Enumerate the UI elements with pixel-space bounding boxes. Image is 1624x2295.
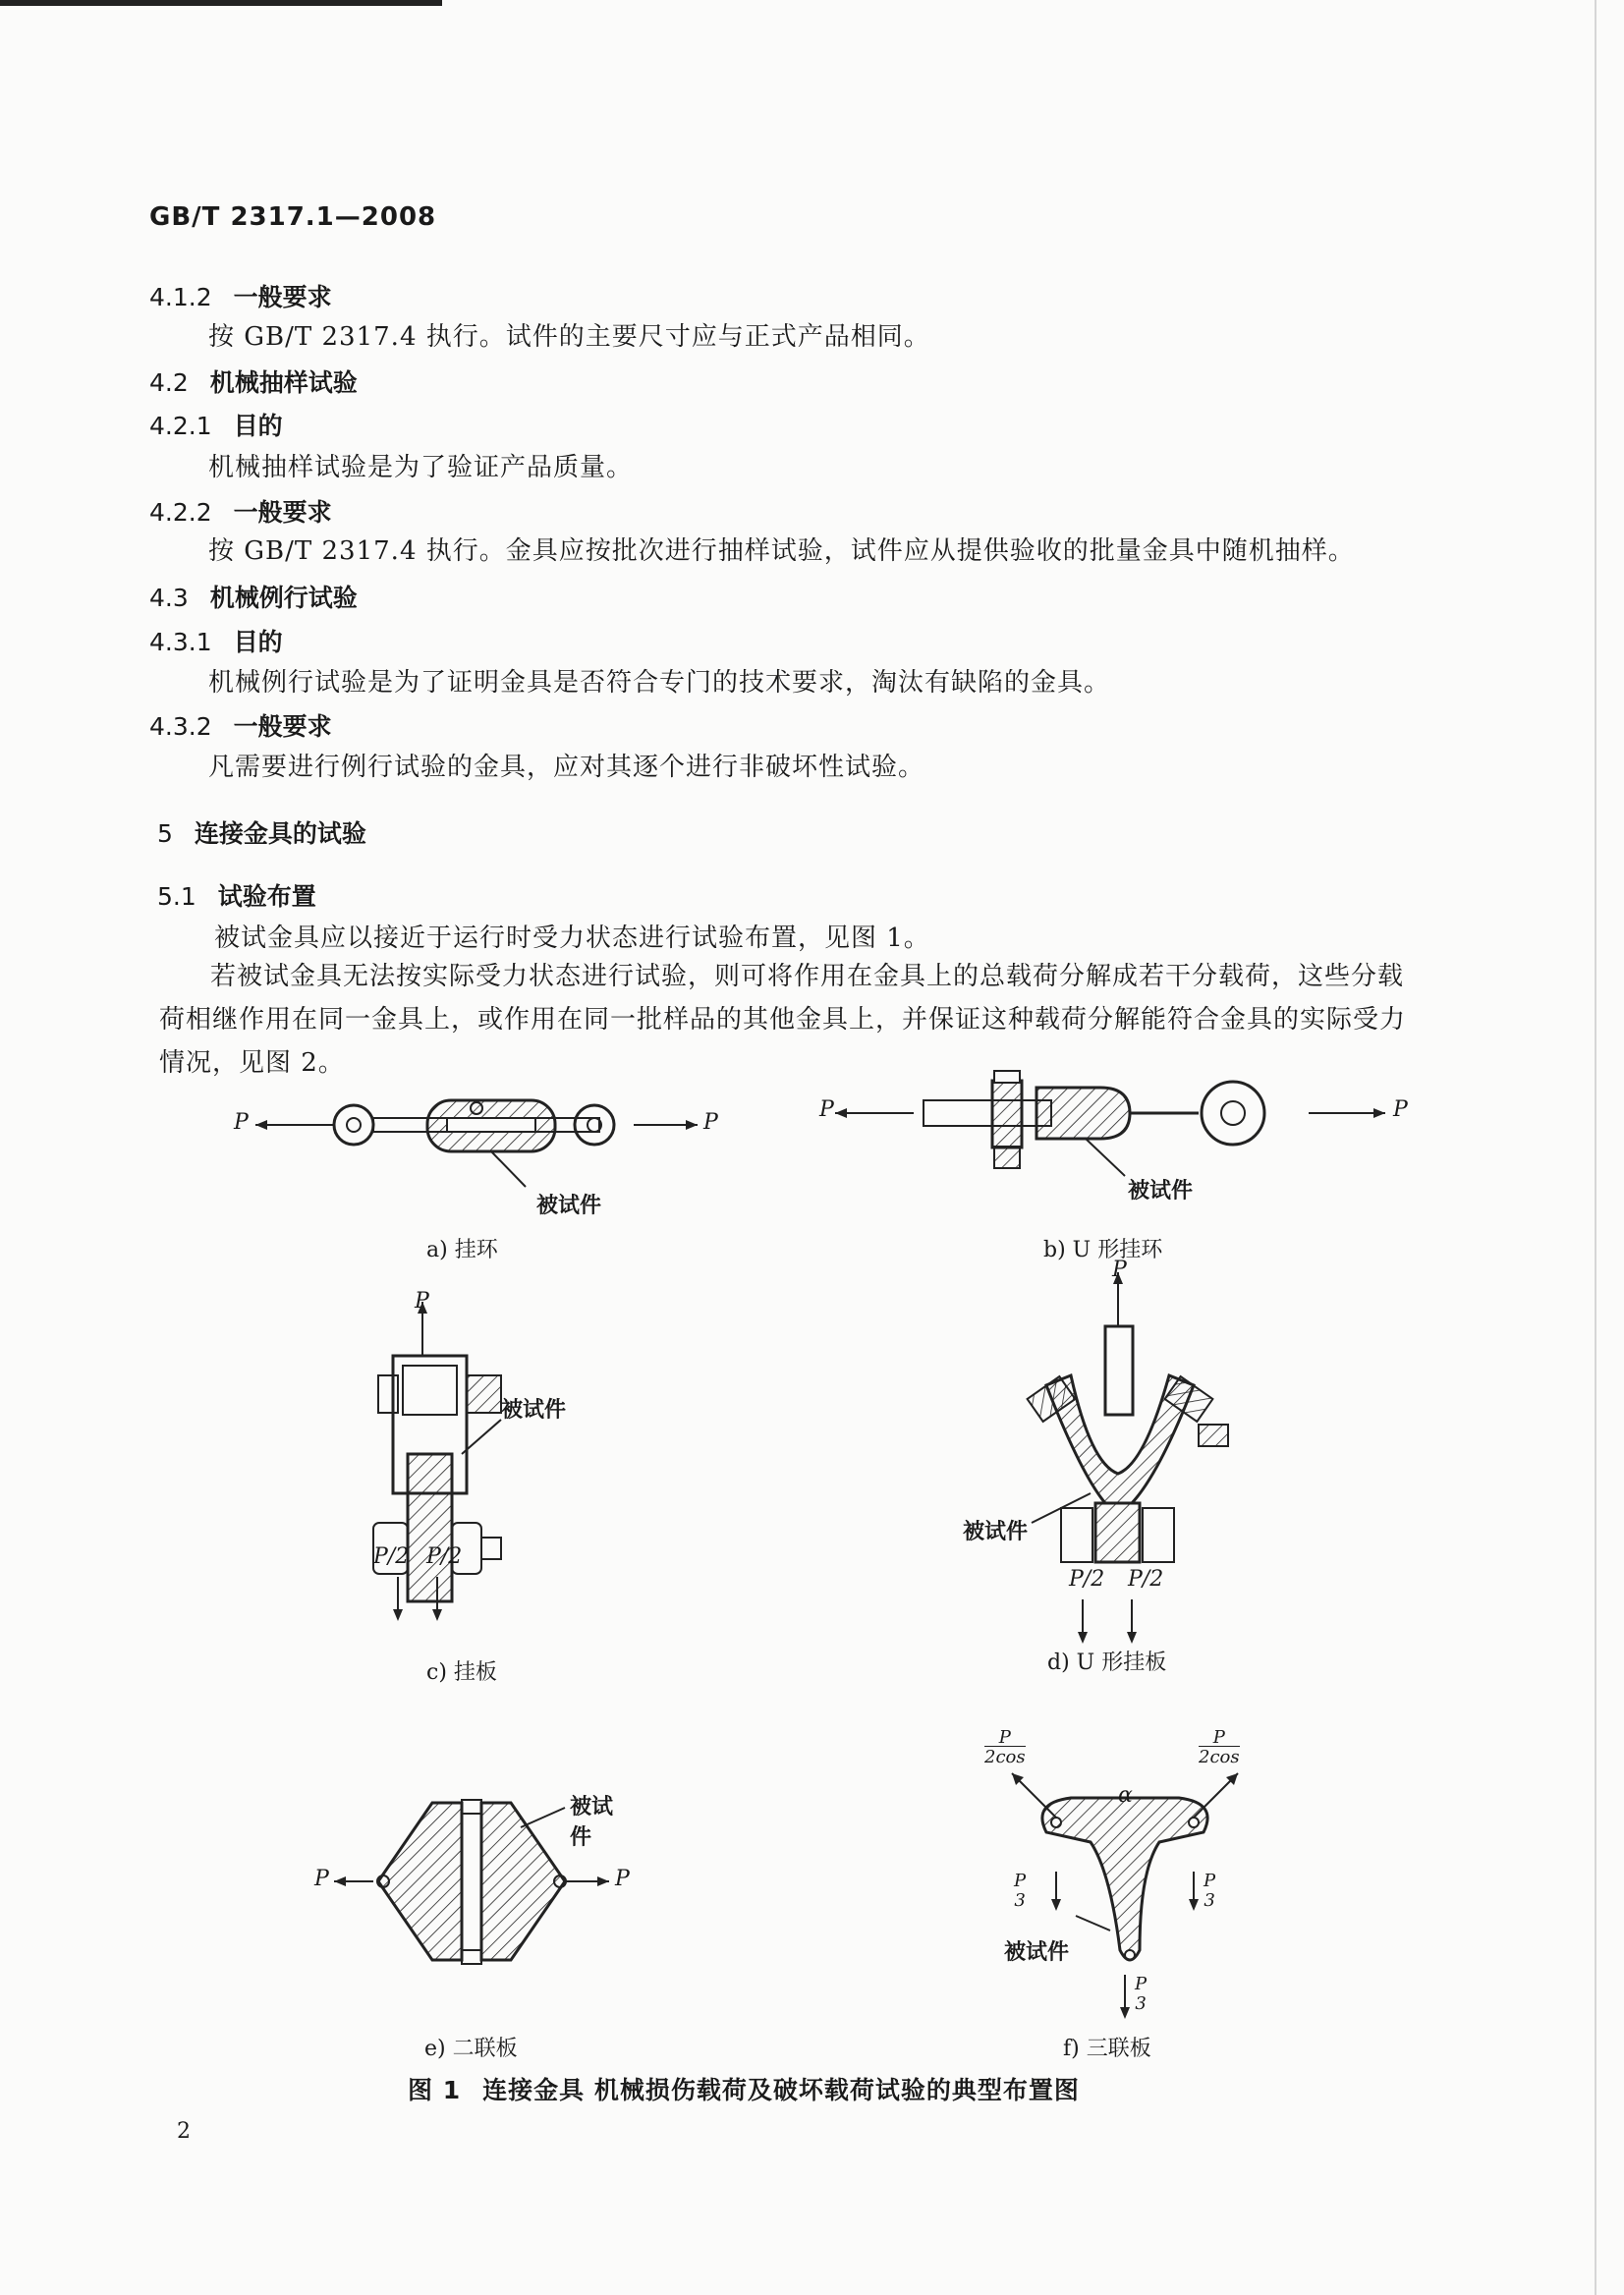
heading-4-3-2: 4.3.2 一般要求 <box>149 712 332 741</box>
force-label: P <box>703 1110 718 1135</box>
page-number: 2 <box>177 2119 191 2144</box>
shackle-drawing <box>226 1081 737 1228</box>
force-label: P <box>314 1867 329 1891</box>
subcaption-c: c) 挂板 <box>426 1660 497 1685</box>
half-load-label: P/2 <box>1128 1567 1164 1592</box>
text-4-3-2: 凡需要进行例行试验的金具，应对其逐个进行非破坏性试验。 <box>208 753 925 782</box>
heading-4-2-1: 4.2.1 目的 <box>149 412 283 440</box>
figure-caption: 图 1 连接金具 机械损伤载荷及破坏载荷试验的典型布置图 <box>408 2076 1080 2104</box>
figure-a-shackle <box>226 1081 737 1228</box>
figure-e-double-yoke <box>314 1788 629 1985</box>
page-edge <box>1595 0 1596 2295</box>
specimen-label: 被试件 <box>570 1794 614 1850</box>
specimen-label: 被试件 <box>501 1397 567 1423</box>
heading-5: 5 连接金具的试验 <box>157 819 366 848</box>
third-load-label: P 3 <box>1014 1871 1027 1911</box>
force-label: P <box>819 1097 834 1122</box>
text-4-3-1: 机械例行试验是为了证明金具是否符合专门的技术要求，淘汰有缺陷的金具。 <box>208 668 1111 698</box>
specimen-label: 被试件 <box>1004 1939 1070 1965</box>
figure-d-u-plate <box>963 1258 1258 1641</box>
heading-4-2-2: 4.2.2 一般要求 <box>149 498 332 527</box>
third-load-label: P 3 <box>1204 1871 1216 1911</box>
diagonal-load-label: P 2cos <box>984 1727 1026 1767</box>
subcaption-d: d) U 形挂板 <box>1047 1651 1167 1675</box>
text-4-2-1: 机械抽样试验是为了验证产品质量。 <box>208 453 634 482</box>
force-label: P <box>615 1867 630 1891</box>
specimen-label: 被试件 <box>1128 1178 1194 1203</box>
figure-c-plate <box>354 1289 609 1621</box>
u-shackle-drawing <box>825 1066 1415 1213</box>
subcaption-f: f) 三联板 <box>1063 2037 1151 2061</box>
down-arrows <box>1073 1599 1161 1649</box>
figure-b-u-shackle <box>819 1066 1415 1213</box>
heading-4-3-1: 4.3.1 目的 <box>149 628 283 656</box>
heading-4-1-2: 4.1.2 一般要求 <box>149 283 332 311</box>
text-5-1: 被试金具应以接近于运行时受力状态进行试验布置，见图 1。 <box>214 924 930 953</box>
diagonal-load-label: P 2cos <box>1199 1727 1240 1767</box>
subcaption-b: b) U 形挂环 <box>1043 1238 1163 1262</box>
subcaption-e: e) 二联板 <box>424 2037 518 2061</box>
specimen-label: 被试件 <box>536 1193 602 1218</box>
standard-number: GB/T 2317.1—2008 <box>149 202 437 232</box>
heading-4-3: 4.3 机械例行试验 <box>149 584 358 612</box>
force-label: P <box>415 1289 429 1314</box>
force-label: P <box>234 1110 249 1135</box>
down-arrows <box>388 1577 476 1626</box>
half-load-label: P/2 <box>373 1544 410 1569</box>
half-load-label: P/2 <box>426 1544 463 1569</box>
plate-drawing <box>354 1297 609 1621</box>
force-label: P <box>1112 1258 1127 1282</box>
top-rule <box>0 0 442 6</box>
triple-yoke-drawing <box>982 1734 1277 2029</box>
angle-alpha-label: α <box>1118 1783 1133 1808</box>
third-load-label: P 3 <box>1135 1974 1148 2014</box>
specimen-label: 被试件 <box>963 1519 1029 1544</box>
text-4-1-2: 按 GB/T 2317.4 执行。试件的主要尺寸应与正式产品相同。 <box>208 322 930 352</box>
heading-4-2: 4.2 机械抽样试验 <box>149 368 358 397</box>
figure-f-triple-yoke <box>982 1727 1277 2029</box>
subcaption-a: a) 挂环 <box>426 1238 498 1262</box>
force-label: P <box>1393 1097 1408 1122</box>
heading-5-1: 5.1 试验布置 <box>157 882 316 911</box>
u-plate-drawing <box>963 1267 1258 1641</box>
text-4-2-2: 按 GB/T 2317.4 执行。金具应按批次进行抽样试验，试件应从提供验收的批量金具中随机抽样。 <box>208 536 1355 566</box>
paragraph-load-split: 若被试金具无法按实际受力状态进行试验，则可将作用在金具上的总载荷分解成若干分载荷，这些分载荷相继作用在同一金具上，或作用在同一批样品的其他金具上，并保证这种载荷分解能符合金具的实际受力情况，见图 2。 <box>159 962 1407 1078</box>
half-load-label: P/2 <box>1069 1567 1105 1592</box>
